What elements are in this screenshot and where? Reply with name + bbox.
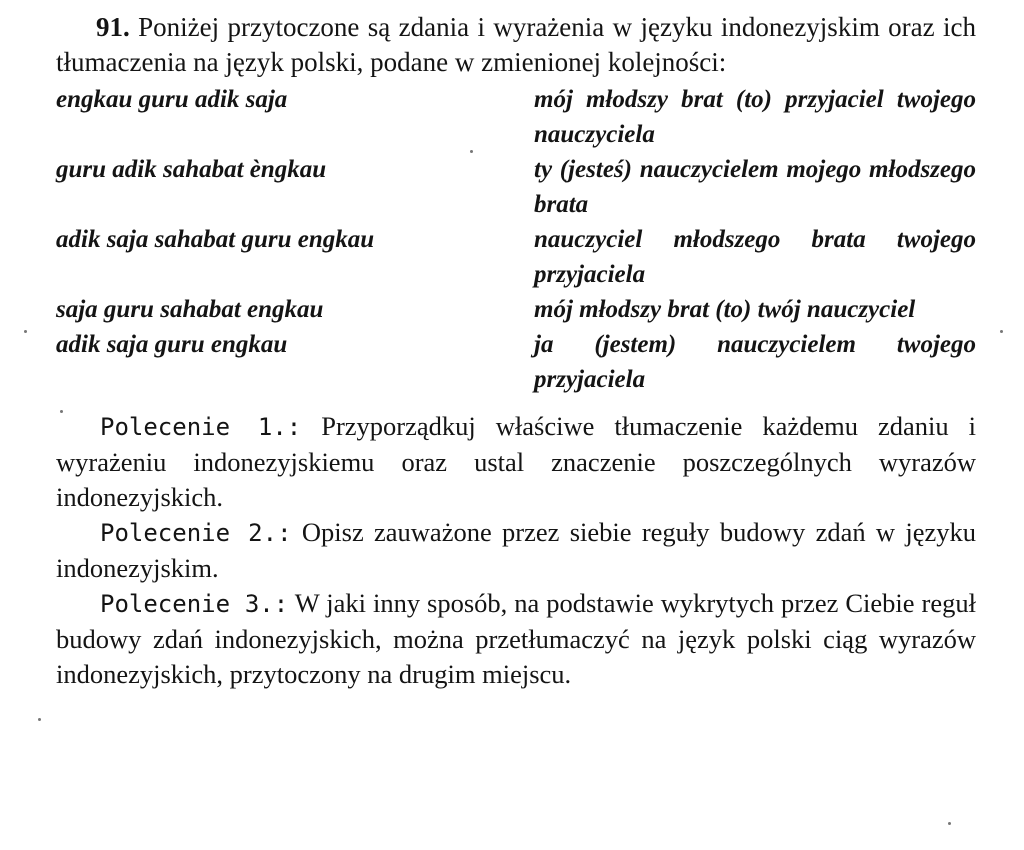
- task-label: Polecenie 3.:: [100, 590, 289, 618]
- indonesian-sentence: adik saja sahabat guru engkau: [56, 226, 375, 253]
- task-2: [56, 515, 976, 586]
- indonesian-sentence: saja guru sahabat engkau: [56, 296, 324, 323]
- task-text: Przyporządkuj właściwe tłumaczenie każdemu zdaniu i wyrażeniu indonezyjskiemu oraz ustal znaczenie poszczególnych wyrazów indonezyjskich.: [56, 411, 976, 512]
- sentence-pair: [56, 82, 976, 152]
- scan-speck: [24, 330, 27, 333]
- scan-speck: [470, 150, 473, 153]
- task-3: [56, 586, 976, 692]
- sentence-pair: [56, 292, 976, 327]
- indonesian-sentence: guru adik sahabat èngkau: [56, 156, 327, 183]
- task-1: [56, 409, 976, 515]
- exercise-page: [56, 10, 976, 692]
- scan-speck: [60, 410, 63, 413]
- polish-translation: nauczyciel młodszego brata twojego przyjaciela: [534, 226, 976, 288]
- sentence-pair: [56, 222, 976, 292]
- task-text: W jaki inny sposób, na podstawie wykrytych przez Ciebie reguł budowy zdań indonezyjskich, można przetłumaczyć na język polski ciąg wyrazów indonezyjskich, przytoczony na drugim miejscu.: [56, 588, 976, 689]
- polish-translation: ty (jesteś) nauczycielem mojego młodszego brata: [534, 156, 976, 218]
- task-text: Opisz zauważone przez siebie reguły budowy zdań w języku indonezyjskim.: [56, 517, 977, 583]
- scan-speck: [1000, 330, 1003, 333]
- indonesian-sentence: engkau guru adik saja: [56, 86, 288, 113]
- task-label: Polecenie 1.:: [100, 413, 302, 441]
- sentence-pair: [56, 327, 976, 397]
- indonesian-sentence: adik saja guru engkau: [56, 331, 288, 358]
- sentence-pairs: [56, 82, 976, 397]
- polish-translation: mój młodszy brat (to) przyjaciel twojego nauczyciela: [534, 86, 976, 148]
- sentence-pair: [56, 152, 976, 222]
- polish-translation: ja (jestem) nauczycielem twojego przyjaciela: [534, 331, 976, 393]
- scan-speck: [38, 718, 41, 721]
- polish-translation: mój młodszy brat (to) twój nauczyciel: [534, 296, 916, 323]
- task-label: Polecenie 2.:: [100, 519, 292, 547]
- exercise-number: 91.: [96, 12, 130, 42]
- exercise-intro: [56, 10, 976, 80]
- exercise-intro-text: Poniżej przytoczone są zdania i wyrażenia w języku indonezyjskim oraz ich tłumaczenia na język polski, podane w zmienionej kolejności:: [56, 12, 976, 77]
- scan-speck: [948, 822, 951, 825]
